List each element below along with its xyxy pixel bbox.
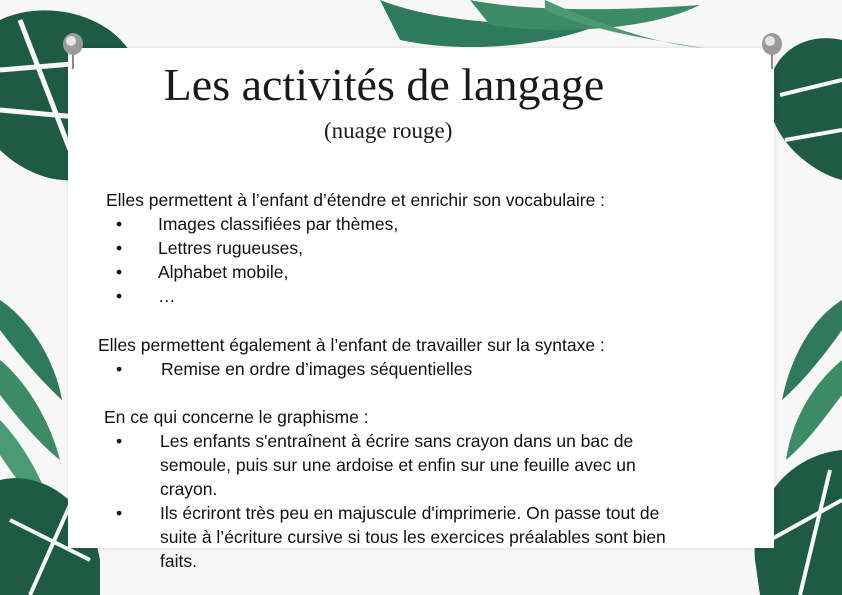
list-item-line: Ils écriront très peu en majuscule d'imprimerie. On passe tout de [160,503,660,523]
bullet-icon: • [116,286,123,306]
bullet-icon: • [116,359,123,379]
bullet-icon: • [116,431,123,451]
syntax-intro: Elles permettent également à l’enfant de travailler sur la syntaxe : [98,335,605,355]
bullet-icon: • [116,262,123,282]
list-item-line: crayon. [160,479,218,499]
bullet-icon: • [116,214,123,234]
graphism-intro: En ce qui concerne le graphisme : [104,407,369,427]
list-item-line: semoule, puis sur une ardoise et enfin sur une feuille avec un [160,455,636,475]
slide-title: Les activités de langage [163,59,605,110]
list-item: Remise en ordre d’images séquentielles [161,359,473,379]
slide-subtitle: (nuage rouge) [324,118,453,143]
list-item-line: suite à l’écriture cursive si tous les exercices préalables sont bien [160,527,666,547]
palm-leaf-icon [782,300,842,460]
palm-leaf-icon [380,0,705,48]
vocabulary-intro: Elles permettent à l’enfant d’étendre et enrichir son vocabulaire : [106,190,606,210]
list-item-line: faits. [160,551,197,571]
list-item: Alphabet mobile, [158,262,289,282]
list-item: Lettres rugueuses, [158,238,303,258]
list-item: Images classifiées par thèmes, [158,214,399,234]
bullet-icon: • [116,238,123,258]
bullet-icon: • [116,503,123,523]
list-item-line: Les enfants s'entraînent à écrire sans crayon dans un bac de [160,431,634,451]
list-item: … [158,286,176,306]
